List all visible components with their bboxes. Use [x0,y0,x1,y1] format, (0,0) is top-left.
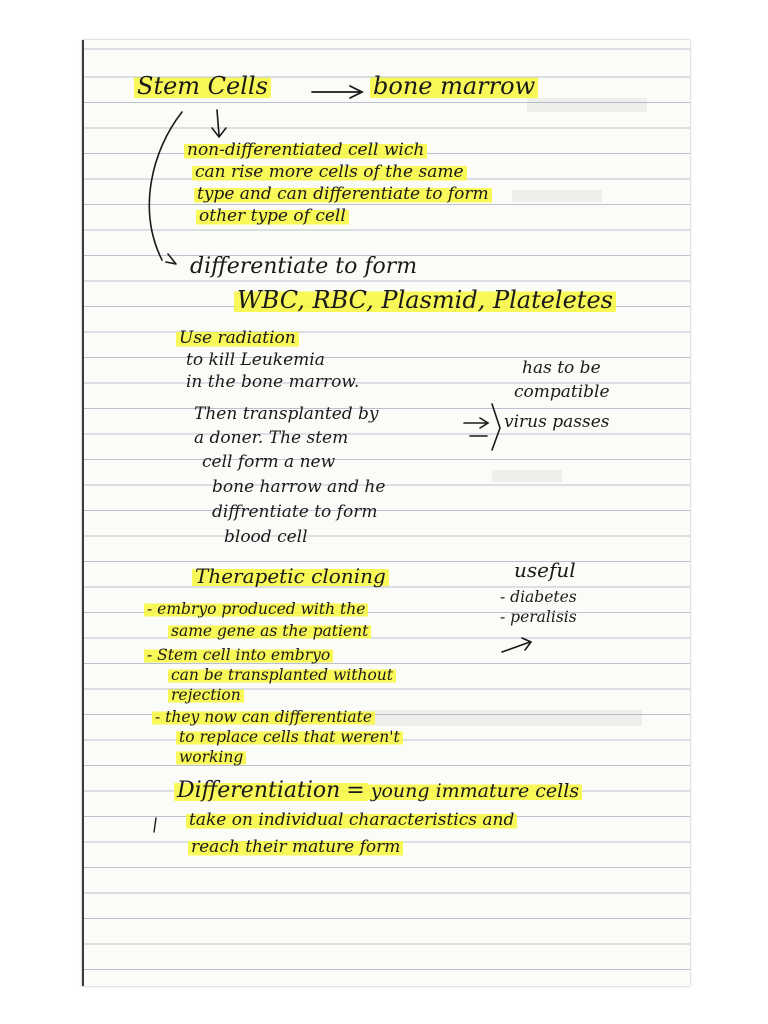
title-stem-cells: Stem Cells [134,72,271,100]
title-left [134,72,271,100]
cloning-point-8: working [176,748,246,766]
cloning-point-4: can be transplanted without [168,666,396,684]
cloning-point-7: to replace cells that weren't [176,728,403,746]
treatment-line-5: a doner. The stem [194,428,349,448]
differentiation-line-1 [174,778,582,803]
definition-line-2: can rise more cells of the same [192,162,467,182]
notebook-page [82,40,690,986]
side-note-3: virus passes [504,412,610,432]
differentiation-definition: young immature cells [368,780,582,802]
definition-line-4: other type of cell [196,206,349,226]
side-note-2: compatible [514,382,610,402]
treatment-line-6: cell form a new [202,452,336,472]
cloning-point-6: - they now can differentiate [152,708,375,726]
useful-item-1: - diabetes [500,588,577,606]
definition-line-3: type and can differentiate to form [194,184,492,204]
cloning-point-3: - Stem cell into embryo [144,646,333,664]
treatment-line-9: blood cell [224,527,308,547]
cell-types: WBC, RBC, Plasmid, Plateletes [234,286,616,314]
cloning-point-2: same gene as the patient [168,622,371,640]
differentiation-term: Differentiation [174,778,343,803]
treatment-line-1: Use radiation [176,328,299,348]
definition-line-1: non-differentiated cell wich [184,140,427,160]
cloning-point-5: rejection [168,686,244,704]
differentiation-equals: = [343,778,367,803]
cloning-point-1: - embryo produced with the [144,600,368,618]
treatment-line-8: diffrentiate to form [212,502,378,522]
treatment-line-7: bone harrow and he [212,477,386,497]
differentiation-line-3: reach their mature form [188,837,403,857]
title-right [370,72,538,100]
treatment-line-4: Then transplanted by [194,404,379,424]
differentiate-line: differentiate to form [190,254,418,279]
title-bone-marrow: bone marrow [370,72,538,100]
useful-item-2: - peralisis [500,608,577,626]
treatment-line-2: to kill Leukemia [186,350,325,370]
treatment-line-3: in the bone marrow. [186,372,360,392]
differentiation-line-2: take on individual characteristics and [186,810,517,830]
useful-label: useful [514,558,576,582]
therapeutic-heading: Therapetic cloning [192,564,389,588]
side-note-1: has to be [522,358,601,378]
